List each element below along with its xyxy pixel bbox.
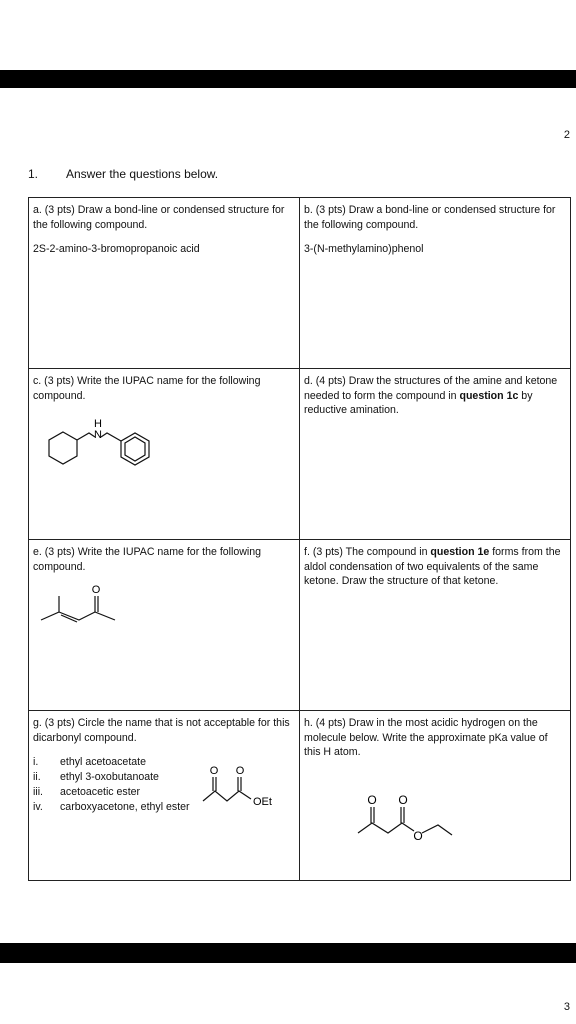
cell-a-compound-name: 2S-2-amino-3-bromopropanoic acid	[33, 243, 200, 255]
cell-c-prompt: c. (3 pts) Write the IUPAC name for the following compound.	[33, 375, 261, 402]
cell-f-prompt-bold: question 1e	[430, 546, 490, 558]
cell-e[interactable]	[29, 540, 300, 711]
question-heading: Answer the questions below.	[66, 167, 219, 181]
atom-label-O: O	[91, 584, 101, 596]
atom-label-O: O	[209, 765, 219, 777]
cell-h[interactable]	[300, 711, 571, 881]
top-black-bar	[0, 70, 576, 88]
cell-f[interactable]	[300, 540, 571, 711]
beta-keto-ester-structure	[354, 789, 484, 849]
cell-d[interactable]	[300, 369, 571, 540]
option-item[interactable]: ii. ethyl 3-oxobutanoate	[33, 771, 159, 783]
cell-g-prompt: g. (3 pts) Circle the name that is not acceptable for this dicarbonyl compound.	[33, 717, 290, 744]
cell-b-prompt: b. (3 pts) Draw a bond-line or condensed structure for the following compound.	[304, 204, 556, 231]
option-item[interactable]: i. ethyl acetoacetate	[33, 756, 146, 768]
question-number: 1.	[28, 167, 39, 181]
cell-e-prompt: e. (3 pts) Write the IUPAC name for the following compound.	[33, 546, 262, 573]
question-grid	[28, 197, 571, 881]
cell-a[interactable]	[29, 198, 300, 369]
page-number-bottom: 3	[563, 1001, 570, 1013]
group-label-OEt: OEt	[253, 796, 272, 808]
cell-d-prompt-start: d. (4 pts) Draw the structures of the amine and ketone needed to form the compound in	[304, 375, 558, 402]
atom-label-H: H	[94, 418, 102, 430]
cell-h-prompt: h. (4 pts) Draw in the most acidic hydrogen on the molecule below. Write the approximate pKa value of this H atom.	[304, 717, 548, 758]
option-item[interactable]: iii. acetoacetic ester	[33, 786, 141, 798]
cell-b[interactable]	[300, 198, 571, 369]
cell-d-prompt-bold: question 1c	[459, 389, 519, 402]
cell-b-compound-name: 3-(N-methylamino)phenol	[304, 243, 424, 255]
option-item[interactable]: iv. carboxyacetone, ethyl ester	[33, 801, 190, 813]
atom-label-O: O	[235, 765, 245, 777]
ethyl-acetoacetate-structure	[201, 763, 289, 815]
atom-label-N: N	[94, 429, 102, 441]
atom-label-O: O	[413, 829, 423, 843]
cyclohexyl-amino-benzene-structure	[35, 407, 175, 471]
atom-label-O: O	[398, 793, 408, 807]
cell-c[interactable]	[29, 369, 300, 540]
cell-d-prompt-end: by reductive amination.	[304, 389, 533, 416]
page-number-top: 2	[563, 129, 570, 141]
atom-label-O: O	[367, 793, 377, 807]
cell-g[interactable]	[29, 711, 300, 881]
bottom-black-bar	[0, 943, 576, 963]
cell-f-prompt-end: forms from the aldol condensation of two equivalents of the same ketone. Draw the structure of that ketone.	[304, 546, 561, 587]
cell-f-prompt-start: f. (3 pts) The compound in	[304, 546, 431, 558]
enone-structure	[37, 582, 137, 628]
cell-a-prompt: a. (3 pts) Draw a bond-line or condensed structure for the following compound.	[33, 204, 285, 231]
